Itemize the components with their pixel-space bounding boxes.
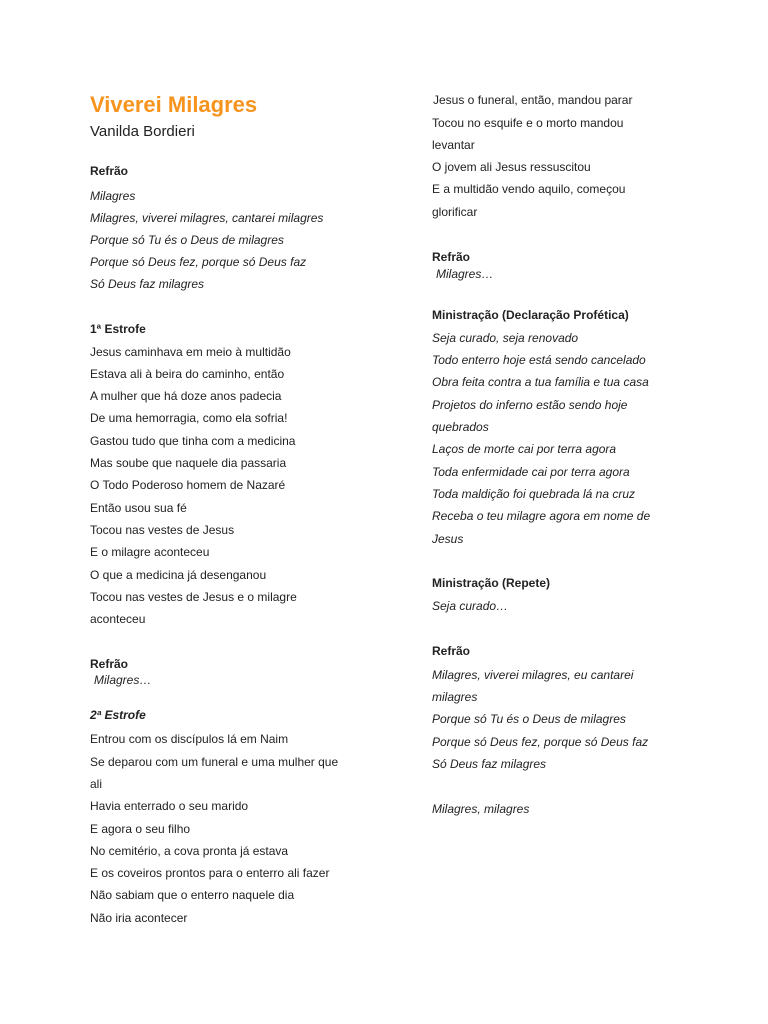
lyric-line: E a multidão vendo aquilo, começou: [432, 182, 626, 196]
lyric-line: Toda maldição foi quebrada lá na cruz: [432, 487, 636, 501]
lyric-line: Jesus caminhava em meio à multidão: [90, 345, 291, 359]
refrao-heading: Refrão: [432, 644, 471, 658]
lyric-line: Gastou tudo que tinha com a medicina: [90, 434, 296, 448]
lyric-line: De uma hemorragia, como ela sofria!: [90, 411, 288, 425]
lyric-line: Tocou nas vestes de Jesus: [90, 523, 235, 537]
lyric-line: Só Deus faz milagres: [90, 277, 205, 291]
artist-name: Vanilda Bordieri: [90, 123, 195, 140]
lyric-line: Então usou sua fé: [90, 501, 187, 515]
lyric-line: glorificar: [432, 205, 478, 219]
lyric-line: levantar: [432, 138, 475, 152]
lyric-line: Entrou com os discípulos lá em Naim: [90, 732, 289, 746]
lyric-line: Só Deus faz milagres: [432, 757, 547, 771]
lyric-line: O que a medicina já desenganou: [90, 568, 267, 582]
lyric-line: Projetos do inferno estão sendo hoje: [432, 398, 628, 412]
lyric-line: Havia enterrado o seu marido: [90, 799, 249, 813]
lyric-line: Mas soube que naquele dia passaria: [90, 456, 287, 470]
lyric-line: Jesus: [432, 532, 464, 546]
lyric-line: Milagres, viverei milagres, eu cantarei: [432, 668, 634, 682]
lyric-line: E o milagre aconteceu: [90, 545, 210, 559]
lyric-line: No cemitério, a cova pronta já estava: [90, 844, 289, 858]
lyric-line: Todo enterro hoje está sendo cancelado: [432, 353, 646, 367]
lyric-line: Estava ali à beira do caminho, então: [90, 367, 285, 381]
refrao-heading: Refrão: [90, 657, 129, 671]
lyric-line: Tocou no esquife e o morto mandou: [432, 116, 624, 130]
song-title: Viverei Milagres: [90, 92, 258, 117]
lyric-line: Porque só Tu és o Deus de milagres: [90, 233, 284, 247]
estrofe-2-heading: 2ª Estrofe: [90, 708, 146, 722]
lyric-line: Laços de morte cai por terra agora: [432, 442, 617, 456]
lyric-line: Seja curado…: [432, 599, 509, 613]
lyric-line: milagres: [432, 690, 478, 704]
ministracao-repete-heading: Ministração (Repete): [432, 576, 551, 590]
ministracao-heading: Ministração (Declaração Profética): [432, 308, 629, 322]
lyric-line: A mulher que há doze anos padecia: [90, 389, 282, 403]
lyric-line: E agora o seu filho: [90, 822, 191, 836]
lyric-line: Seja curado, seja renovado: [432, 331, 579, 345]
lyric-line: Não sabiam que o enterro naquele dia: [90, 888, 295, 902]
lyric-line: O Todo Poderoso homem de Nazaré: [90, 478, 286, 492]
refrao-heading: Refrão: [432, 250, 471, 264]
lyric-line: Porque só Tu és o Deus de milagres: [432, 712, 626, 726]
lyric-line: Receba o teu milagre agora em nome de: [432, 509, 651, 523]
lyric-line: quebrados: [432, 420, 489, 434]
lyric-line: Se deparou com um funeral e uma mulher que: [90, 755, 339, 769]
lyric-line: Milagres…: [436, 267, 494, 281]
lyric-line: Não iria acontecer: [90, 911, 188, 925]
lyric-line: E os coveiros prontos para o enterro ali fazer: [90, 866, 330, 880]
lyric-line: O jovem ali Jesus ressuscitou: [432, 160, 591, 174]
lyric-line: Porque só Deus fez, porque só Deus faz: [432, 735, 649, 749]
lyric-line: Milagres, viverei milagres, cantarei milagres: [90, 211, 324, 225]
lyric-line: Porque só Deus fez, porque só Deus faz: [90, 255, 307, 269]
lyric-line: aconteceu: [90, 612, 146, 626]
refrao-heading: Refrão: [90, 164, 129, 178]
lyric-line: Milagres…: [94, 673, 152, 687]
lyric-line: Milagres: [90, 189, 136, 203]
lyric-line: Toda enfermidade cai por terra agora: [432, 465, 630, 479]
lyric-line: Tocou nas vestes de Jesus e o milagre: [90, 590, 297, 604]
lyric-line: ali: [90, 777, 103, 791]
lyric-line: Jesus o funeral, então, mandou parar: [433, 93, 633, 107]
estrofe-1-heading: 1ª Estrofe: [90, 322, 146, 336]
lyric-line: Obra feita contra a tua família e tua casa: [432, 375, 649, 389]
lyric-line: Milagres, milagres: [432, 802, 530, 816]
